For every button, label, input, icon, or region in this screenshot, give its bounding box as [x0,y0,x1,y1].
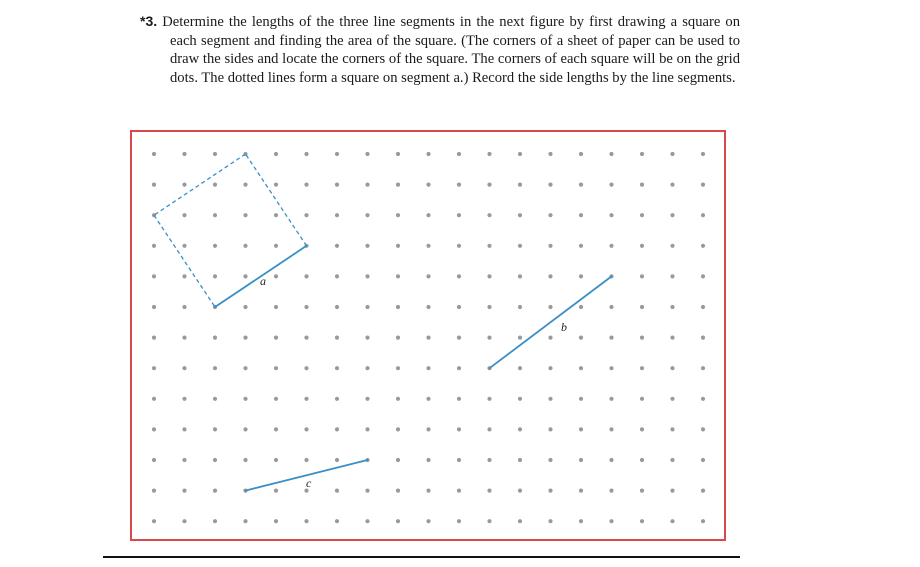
grid-dot [457,489,461,493]
grid-dot [304,213,308,217]
grid-dot [670,274,674,278]
grid-dot [274,519,278,523]
grid-dot [487,183,491,187]
grid-dot [213,366,217,370]
grid-dot [670,458,674,462]
grid-dot [335,152,339,156]
grid-dot [243,427,247,431]
grid-dot [213,274,217,278]
grid-dot [365,397,369,401]
grid-dot [548,397,552,401]
grid-dot [274,183,278,187]
grid-dot [457,152,461,156]
grid-dot [213,336,217,340]
grid-dot [640,152,644,156]
grid-dot [304,519,308,523]
grid-dot [396,458,400,462]
grid-dot [182,274,186,278]
grid-dot [670,397,674,401]
grid-dot [640,244,644,248]
grid-dot [426,458,430,462]
grid-dot [213,183,217,187]
grid-dot [609,336,613,340]
grid-dot [396,427,400,431]
grid-dot [304,336,308,340]
problem-number: *3. [140,13,158,29]
grid-dot [670,213,674,217]
grid-dot [701,244,705,248]
grid-dot [609,397,613,401]
grid-dot [274,152,278,156]
grid-dot [548,519,552,523]
grid-dot [152,274,156,278]
grid-dot [670,489,674,493]
grid-dot [457,183,461,187]
problem-statement [140,12,740,87]
grid-dot [426,152,430,156]
grid-dot [670,336,674,340]
grid-dot [335,458,339,462]
grid-dot [640,183,644,187]
grid-dot [426,305,430,309]
grid-dot [487,305,491,309]
grid-dot [518,397,522,401]
grid-dot [304,274,308,278]
grid-dot [548,152,552,156]
grid-dot [548,366,552,370]
grid-dot [426,213,430,217]
grid-dot [182,244,186,248]
grid-dot [518,427,522,431]
grid-dot [518,366,522,370]
grid-dot [640,519,644,523]
grid-dot [701,213,705,217]
grid-dot [152,489,156,493]
grid-dot [365,274,369,278]
grid-dot [426,519,430,523]
grid-dot [609,152,613,156]
grid-dot [548,458,552,462]
grid-dot [579,305,583,309]
grid-dot [579,244,583,248]
grid-dot [670,366,674,370]
grid-dot [396,305,400,309]
grid-dot [365,244,369,248]
grid-dot [396,489,400,493]
grid-dot [243,183,247,187]
grid-dot [365,489,369,493]
grid-dot [396,274,400,278]
grid-dot [365,305,369,309]
grid-dot [457,274,461,278]
grid-dot [182,183,186,187]
square-a-dashed-side [154,215,215,307]
grid-dot [182,397,186,401]
grid-dot [670,427,674,431]
square-a-dashed-side [154,154,246,215]
grid-dot [304,427,308,431]
grid-dot [640,274,644,278]
grid-dot [365,427,369,431]
grid-dot [670,305,674,309]
grid-dot [274,397,278,401]
square-a-dashed-side [246,154,307,246]
grid-dot [548,183,552,187]
grid-dot [365,152,369,156]
segment-c-label: c [306,476,312,490]
dot-grid-canvas [132,132,724,539]
grid-dot [548,427,552,431]
grid-dot [579,427,583,431]
grid-dot [243,274,247,278]
grid-dot [182,427,186,431]
grid-dot [274,336,278,340]
grid-dot [213,244,217,248]
grid-dot [701,152,705,156]
grid-dot [518,183,522,187]
grid-dot [152,336,156,340]
segment-b-label: b [561,320,567,334]
grid-dot [274,244,278,248]
grid-dot [579,458,583,462]
grid-dot [609,244,613,248]
grid-dot [640,427,644,431]
grid-dot [396,152,400,156]
grid-dot [335,397,339,401]
grid-dot [335,519,339,523]
grid-dot [213,427,217,431]
grid-dot [426,274,430,278]
grid-dot [609,427,613,431]
grid-dot [609,519,613,523]
grid-dot [457,305,461,309]
grid-dot [701,183,705,187]
grid-dot [701,519,705,523]
grid-dot [670,244,674,248]
grid-dot [182,366,186,370]
grid-dot [335,183,339,187]
grid-dot [548,244,552,248]
grid-dot [457,519,461,523]
grid-dot [396,336,400,340]
grid-dot [396,397,400,401]
grid-dot [548,213,552,217]
grid-dot [548,489,552,493]
grid-dot [152,244,156,248]
grid-dot [609,489,613,493]
problem-text: Determine the lengths of the three line segments in the next figure by first drawing a square on each segment and finding the area of the square. (The corners of a sheet of paper can be used to draw the sides and locate the corners of the square. The corners of each square will be on the grid dots. The dotted lines form a square on segment a.) Record the side lengths by the line segments. [162,14,740,86]
grid-dot [640,458,644,462]
grid-dot [579,366,583,370]
grid-dot [640,336,644,340]
grid-dot [487,244,491,248]
grid-dot [609,213,613,217]
grid-dot [365,183,369,187]
grid-dot [518,274,522,278]
grid-dot [487,519,491,523]
grid-dot [304,397,308,401]
grid-dot [243,213,247,217]
grid-dot [579,489,583,493]
grid-dot [670,519,674,523]
grid-dot [182,489,186,493]
grid-dot [609,366,613,370]
grid-dot [396,366,400,370]
grid-dot [152,183,156,187]
grid-dot [182,152,186,156]
grid-dot [304,366,308,370]
grid-dot [335,366,339,370]
grid-dot [426,244,430,248]
grid-dot [152,305,156,309]
grid-dot [670,183,674,187]
grid-dot [304,152,308,156]
grid-dot [152,152,156,156]
grid-dot [487,489,491,493]
grid-dot [518,458,522,462]
grid-dot [274,489,278,493]
grid-dot [701,305,705,309]
grid-dot [335,244,339,248]
grid-dot [335,213,339,217]
grid-dot [579,397,583,401]
grid-dot [518,305,522,309]
grid-dot [609,183,613,187]
grid-dot [487,152,491,156]
grid-dot [426,427,430,431]
grid-dot [670,152,674,156]
grid-dot [152,427,156,431]
grid-dot [243,397,247,401]
grid-dot [548,274,552,278]
segment-a-label: a [260,274,266,288]
grid-dot [518,489,522,493]
grid-dot [213,397,217,401]
grid-dot [609,458,613,462]
grid-dot [152,519,156,523]
grid-dot [548,336,552,340]
grid-dot [335,336,339,340]
grid-dot [487,427,491,431]
grid-dot [182,213,186,217]
grid-dot [365,366,369,370]
grid-dot [487,336,491,340]
grid-dot [579,183,583,187]
grid-dot [579,274,583,278]
grid-dot [182,458,186,462]
grid-dot [487,397,491,401]
grid-dot [548,305,552,309]
grid-dot [243,458,247,462]
grid-dot [243,366,247,370]
grid-dot [640,397,644,401]
grid-dot [365,519,369,523]
grid-dot [152,458,156,462]
grid-dot [243,519,247,523]
grid-dot [579,519,583,523]
grid-dot [457,336,461,340]
grid-dot [579,336,583,340]
grid-dot [274,366,278,370]
page-bottom-rule [103,556,740,558]
grid-dot [304,183,308,187]
grid-dot [213,458,217,462]
grid-dot [457,397,461,401]
grid-dot [274,458,278,462]
grid-dot [304,458,308,462]
grid-dot [274,427,278,431]
grid-dot [579,213,583,217]
grid-dot [518,519,522,523]
grid-dot [274,213,278,217]
grid-dot [457,366,461,370]
grid-dot [243,305,247,309]
grid-dot [152,366,156,370]
grid-dot [335,427,339,431]
problem-paragraph [140,12,740,87]
grid-dot [457,213,461,217]
grid-dot [426,336,430,340]
grid-dot [365,336,369,340]
grid-dot [487,213,491,217]
grid-dot [701,366,705,370]
grid-dot [701,489,705,493]
grid-dot [518,152,522,156]
grid-dot [457,244,461,248]
grid-dot [609,305,613,309]
grid-dot [335,274,339,278]
grid-dot [182,305,186,309]
grid-dot [304,305,308,309]
grid-dot [640,213,644,217]
grid-dot [518,336,522,340]
grid-dot [457,458,461,462]
grid-dot [243,336,247,340]
grid-dot [274,305,278,309]
grid-dot [487,458,491,462]
grid-dot [426,397,430,401]
grid-dot [701,274,705,278]
grid-dot [518,213,522,217]
grid-dot [518,244,522,248]
grid-dot [640,366,644,370]
grid-dot [274,274,278,278]
grid-dot [701,458,705,462]
grid-dot [701,427,705,431]
grid-dot [579,152,583,156]
grid-dot [396,213,400,217]
grid-dot [701,336,705,340]
grid-dot [426,366,430,370]
grid-dot [213,489,217,493]
grid-dot [640,305,644,309]
grid-dot [640,489,644,493]
dot-grid-figure [130,130,726,541]
grid-dot [213,519,217,523]
segment-b [490,276,612,368]
grid-dot [213,213,217,217]
grid-dot [426,489,430,493]
grid-dot [487,274,491,278]
grid-dot [335,305,339,309]
grid-dot [213,152,217,156]
grid-dot [335,489,339,493]
grid-dot [243,244,247,248]
grid-dot [365,213,369,217]
grid-dot [182,519,186,523]
grid-dot [457,427,461,431]
grid-dot [426,183,430,187]
grid-dot [152,397,156,401]
grid-dot [182,336,186,340]
grid-dot [396,244,400,248]
grid-dot [701,397,705,401]
grid-dot [396,183,400,187]
grid-dot [396,519,400,523]
